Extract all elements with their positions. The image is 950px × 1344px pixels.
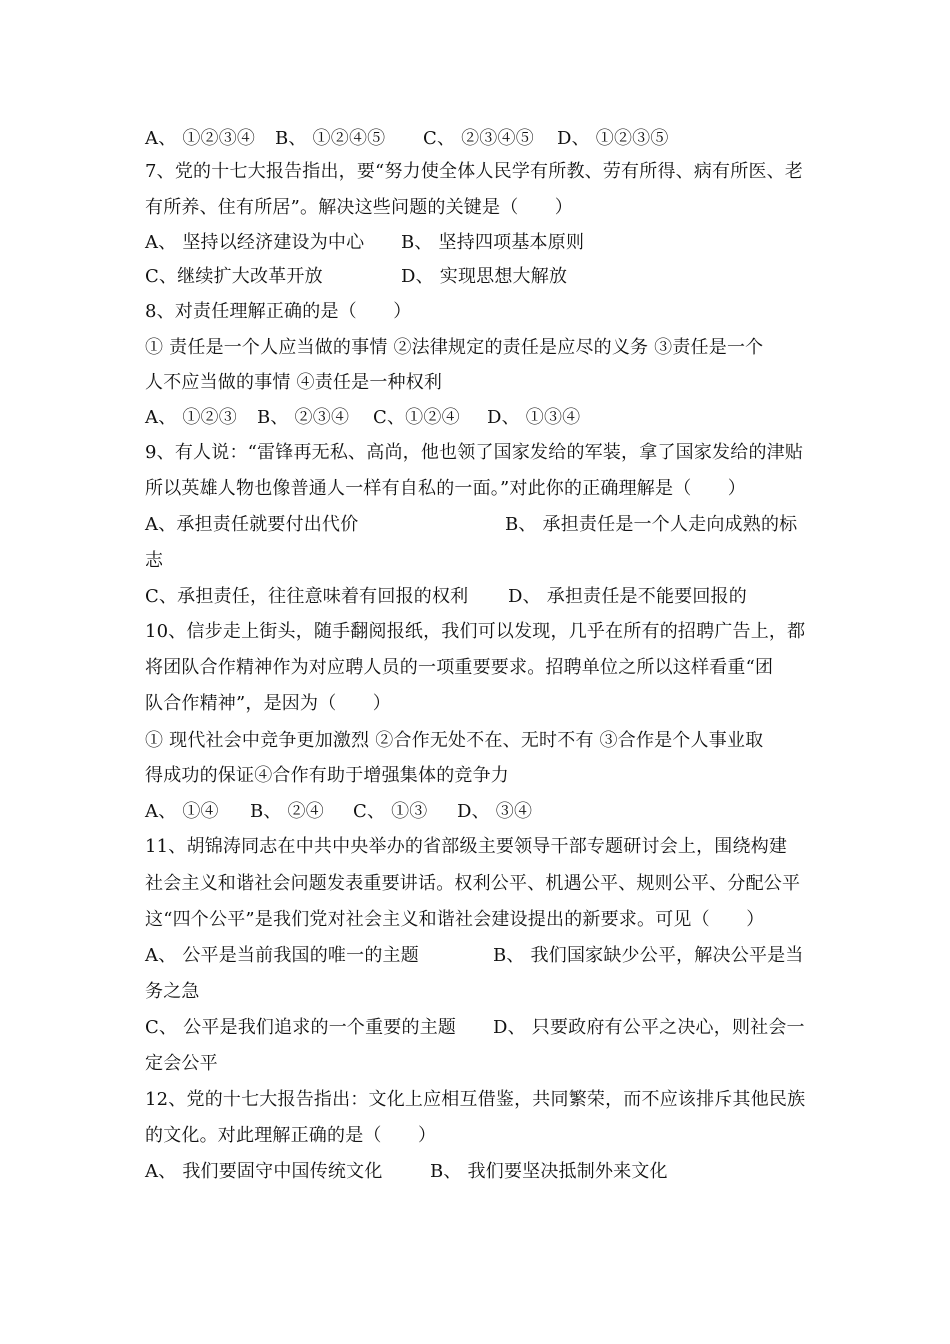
option-b: B、 坚持四项基本原则 [401, 232, 585, 253]
option-c: C、 ②③④⑤ [423, 128, 534, 149]
question-7-line-1: 7、党的十七大报告指出，要“努力使全体人民学有所教、劳有所得、病有所医、老 [145, 161, 804, 182]
option-c: C、①②④ [373, 407, 460, 428]
question-10-line-1: 10、信步走上街头，随手翻阅报纸，我们可以发现，几乎在所有的招聘广告上，都 [145, 621, 806, 642]
option-a: A、承担责任就要付出代价 [145, 514, 359, 535]
question-11-line-2: 社会主义和谐社会问题发表重要讲话。权利公平、机遇公平、规则公平、分配公平 [145, 873, 801, 894]
question-8: 8、对责任理解正确的是（ ） [145, 301, 412, 322]
option-c: C、承担责任，往往意味着有回报的权利 [145, 586, 469, 607]
question-9-line-1: 9、有人说：“雷锋再无私、高尚，他也领了国家发给的军装，拿了国家发给的津贴 [145, 442, 804, 463]
question-12-line-2: 的文化。对此理解正确的是（ ） [145, 1125, 437, 1146]
question-9-line-2: 所以英雄人物也像普通人一样有自私的一面。”对此你的正确理解是（ ） [145, 478, 746, 499]
option-d: D、 实现思想大解放 [401, 266, 568, 287]
option-c: C、 公平是我们追求的一个重要的主题 [145, 1017, 457, 1038]
answer-options-q11-continuation-1: 务之急 [145, 981, 200, 1002]
option-d: D、 ①③④ [487, 407, 581, 428]
option-b: B、 我们国家缺少公平，解决公平是当 [493, 945, 804, 966]
answer-options-q11-continuation-2: 定会公平 [145, 1053, 218, 1074]
question-10-statements-line-2: 得成功的保证④合作有助于增强集体的竞争力 [145, 765, 509, 786]
option-a: A、 坚持以经济建设为中心 [145, 232, 365, 253]
option-a: A、 ①②③ [145, 407, 237, 428]
question-8-statements-line-1: ① 责任是一个人应当做的事情 ②法律规定的责任是应尽的义务 ③责任是一个 [145, 337, 764, 358]
question-10-line-3: 队合作精神”，是因为（ ） [145, 693, 392, 714]
question-11-line-1: 11、胡锦涛同志在中共中央举办的省部级主要领导干部专题研讨会上，围绕构建 [145, 836, 788, 857]
option-d: D、 ③④ [457, 801, 533, 822]
answer-options-q9-continuation: 志 [145, 550, 164, 571]
option-a: A、 我们要固守中国传统文化 [145, 1161, 383, 1182]
question-10-statements-line-1: ① 现代社会中竞争更加激烈 ②合作无处不在、无时不有 ③合作是个人事业取 [145, 730, 764, 751]
option-c: C、 ①③ [353, 801, 428, 822]
question-12-line-1: 12、党的十七大报告指出：文化上应相互借鉴，共同繁荣，而不应该排斥其他民族 [145, 1089, 806, 1110]
option-b: B、 承担责任是一个人走向成熟的标 [505, 514, 798, 535]
option-c: C、继续扩大改革开放 [145, 266, 323, 287]
option-d: D、 只要政府有公平之决心，则社会一 [493, 1017, 805, 1038]
option-a: A、 ①②③④ [145, 128, 256, 149]
question-7-line-2: 有所养、住有所居”。解决这些问题的关键是（ ） [145, 197, 573, 218]
option-a: A、 公平是当前我国的唯一的主题 [145, 945, 419, 966]
option-a: A、 ①④ [145, 801, 219, 822]
question-10-line-2: 将团队合作精神作为对应聘人员的一项重要要求。招聘单位之所以这样看重“团 [145, 657, 774, 678]
option-d: D、 承担责任是不能要回报的 [508, 586, 747, 607]
option-b: B、 ②④ [250, 801, 324, 822]
option-b: B、 ①②④⑤ [275, 128, 386, 149]
question-8-statements-line-2: 人不应当做的事情 ④责任是一种权利 [145, 372, 443, 393]
question-11-line-3: 这“四个公平”是我们党对社会主义和谐社会建设提出的新要求。可见（ ） [145, 909, 765, 930]
option-b: B、 我们要坚决抵制外来文化 [430, 1161, 668, 1182]
option-d: D、 ①②③⑤ [557, 128, 669, 149]
option-b: B、 ②③④ [257, 407, 350, 428]
